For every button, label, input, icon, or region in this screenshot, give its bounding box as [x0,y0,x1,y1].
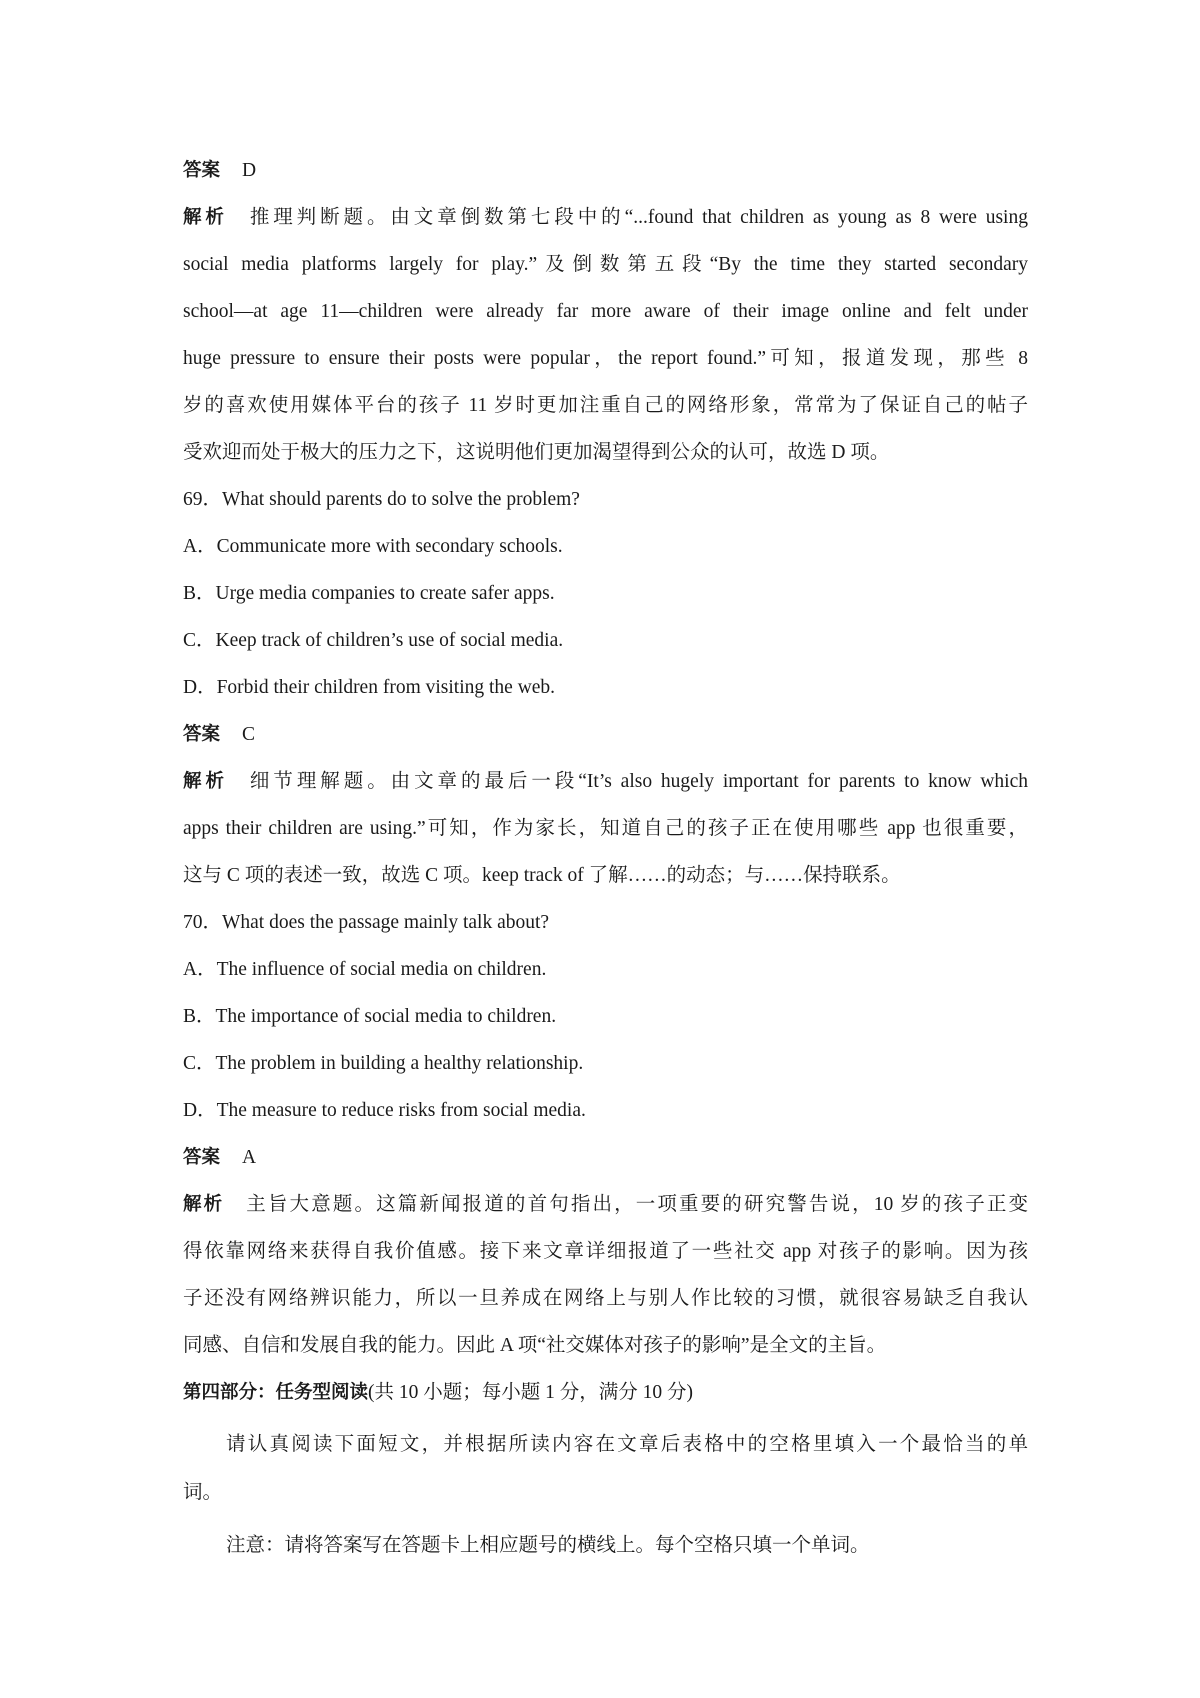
instruction-note: 注意：请将答案写在答题卡上相应题号的横线上。每个空格只填一个单词。 [226,1535,870,1556]
explanation-label: 解析 [183,771,228,792]
answer-value: C [242,724,256,745]
answer-value: D [242,160,257,181]
explanation-text: 推理判断题。由文章倒数第七段中的“...found that children as young as 8 were using [249,207,1028,228]
explanation-label: 解析 [183,207,228,228]
answer-label: 答案 [183,1147,221,1168]
question-70-option-c: C．The problem in building a healthy relationship. [183,1053,584,1074]
explanation-69-line-2: apps their children are using.”可知，作为家长，知道自己的孩子正在使用哪些 app 也很重要， [183,818,1028,839]
question-69: 69．What should parents do to solve the problem? [183,489,580,510]
section-note: (共 10 小题；每小题 1 分，满分 10 分) [368,1382,694,1403]
explanation-68-line-1 [183,205,1028,231]
question-70-option-b: B．The importance of social media to children. [183,1006,557,1027]
instruction-line-1: 请认真阅读下面短文，并根据所读内容在文章后表格中的空格里填入一个最恰当的单 [226,1434,1028,1455]
explanation-70-line-2: 得依靠网络来获得自我价值感。接下来文章详细报道了一些社交 app 对孩子的影响。因为孩 [183,1241,1028,1262]
answer-label: 答案 [183,160,221,181]
question-70: 70．What does the passage mainly talk about? [183,912,550,933]
answer-70 [183,1145,1028,1171]
explanation-69-line-1 [183,769,1028,795]
explanation-70-line-3: 子还没有网络辨识能力，所以一旦养成在网络上与别人作比较的习惯，就很容易缺乏自我认 [183,1288,1028,1309]
question-69-option-d: D．Forbid their children from visiting the web. [183,677,556,698]
instruction-line-2: 词。 [183,1482,223,1503]
question-70-option-d: D．The measure to reduce risks from social media. [183,1100,586,1121]
question-69-option-b: B．Urge media companies to create safer apps. [183,583,555,604]
question-69-option-c: C．Keep track of children’s use of social media. [183,630,564,651]
section-heading [183,1380,1028,1406]
question-70-option-a: A．The influence of social media on children. [183,959,547,980]
explanation-68-line-3: school—at age 11—children were already far more aware of their image online and felt under [183,301,1028,322]
explanation-text: 细节理解题。由文章的最后一段“It’s also hugely important for parents to know which [249,771,1028,792]
explanation-68-line-2: social media platforms largely for play.”及倒数第五段“By the time they started secondary [183,254,1028,275]
explanation-label: 解析 [183,1194,225,1215]
explanation-70-line-4: 同感、自信和发展自我的能力。因此 A 项“社交媒体对孩子的影响”是全文的主旨。 [183,1335,887,1356]
answer-69 [183,722,1028,748]
explanation-68-line-5: 岁的喜欢使用媒体平台的孩子 11 岁时更加注重自己的网络形象，常常为了保证自己的帖子 [183,395,1028,416]
question-69-option-a: A．Communicate more with secondary schools. [183,536,563,557]
explanation-68-line-4: huge pressure to ensure their posts were popular，the report found.”可知，报道发现，那些 8 [183,348,1028,369]
explanation-69-line-3: 这与 C 项的表述一致，故选 C 项。keep track of 了解……的动态；与……保持联系。 [183,865,901,886]
section-title: 第四部分：任务型阅读 [183,1382,369,1403]
answer-label: 答案 [183,724,221,745]
explanation-70-line-1 [183,1192,1028,1218]
answer-value: A [242,1147,257,1168]
answer-68 [183,158,1028,184]
explanation-text: 主旨大意题。这篇新闻报道的首句指出，一项重要的研究警告说，10 岁的孩子正变 [246,1194,1028,1215]
explanation-68-line-6: 受欢迎而处于极大的压力之下，这说明他们更加渴望得到公众的认可，故选 D 项。 [183,442,890,463]
